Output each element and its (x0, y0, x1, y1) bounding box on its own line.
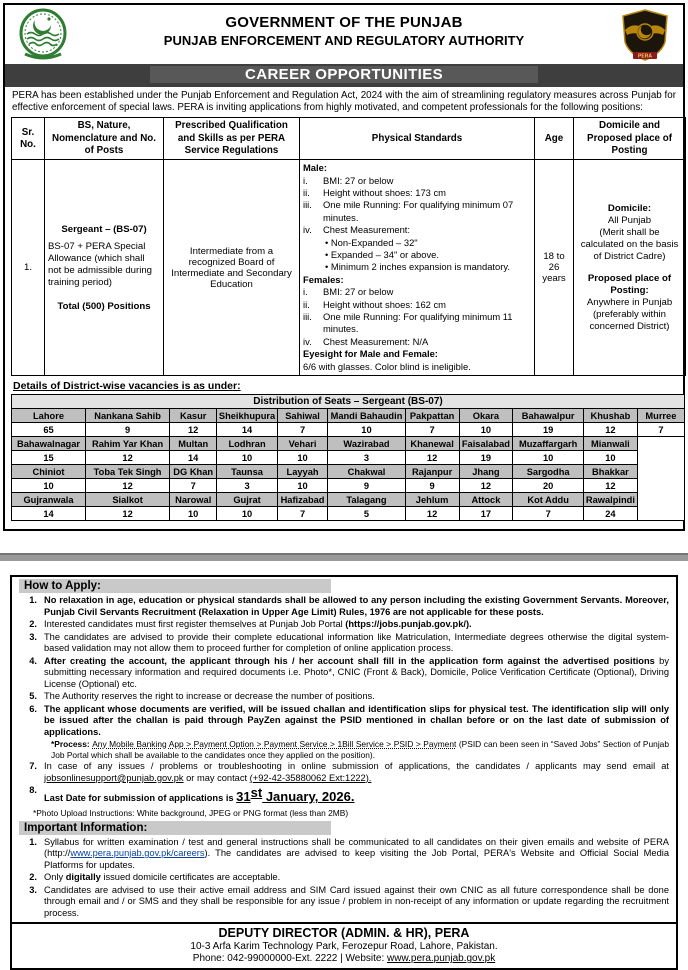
seat-value-cell: 3 (217, 479, 278, 493)
district-name-cell: Jehlum (405, 493, 459, 507)
seat-value-cell: 19 (459, 451, 513, 465)
physical-item: i. BMI: 27 or below (303, 174, 394, 186)
list-item-text (44, 885, 669, 920)
list-item (19, 595, 669, 618)
physical-item: iii. One mile Running: For qualifying minimum 07 minutes. (303, 199, 514, 223)
district-header-row (12, 437, 685, 451)
seat-value-cell: 65 (12, 423, 86, 437)
seat-value-cell: 10 (513, 451, 584, 465)
district-name-cell: Chiniot (12, 465, 86, 479)
positions-table (11, 117, 686, 376)
text-segment: 31 (236, 789, 251, 805)
list-item-number: 1. (29, 595, 37, 606)
text-segment: *Process: (51, 739, 93, 750)
list-item (19, 619, 669, 631)
list-item-number: 5. (29, 691, 37, 702)
age-cell: 18 to 26 years (535, 160, 574, 376)
col-bs-nature: BS, Nature, Nomenclature and No. of Posts (45, 118, 164, 160)
physical-section-label: Females: (303, 273, 344, 285)
sr-no-cell: 1. (12, 160, 45, 376)
text-segment: No relaxation in age, education or physical standards shall be allowed to any person including the existing Government Servants. Moreover, Punjab Civil Servants Recruitment (Relaxation in Upper Age Limit) Rules, 1976 are not applicable for these posts. (44, 595, 669, 617)
physical-item: iv. Chest Measurement: N/A (303, 335, 429, 347)
list-item-number: 3. (29, 631, 37, 642)
seat-value-cell: 7 (513, 507, 584, 521)
district-name-cell: Mianwali (583, 437, 637, 451)
text-segment: ). The candidates are advised to keep visiting the Job Portal, PERA's Website and Official Social Media Platforms for updates. (44, 848, 669, 870)
district-name-cell: Jhang (459, 465, 513, 479)
physical-item: ii. Height without shoes: 173 cm (303, 186, 446, 198)
district-name-cell: Gujrat (217, 493, 278, 507)
text-segment: In case of any issues / problems or troubleshooting in online submission of applications, the candidates / applicants may send email at (44, 761, 669, 772)
seat-value-cell: 10 (277, 479, 327, 493)
chest-bullet: • Expanded – 34" or above. (325, 249, 439, 261)
district-vacancies-heading: Details of District-wise vacancies is as under: (13, 380, 241, 393)
district-name-cell: Multan (170, 437, 217, 451)
district-name-cell: Narowal (170, 493, 217, 507)
posting-text: Anywhere in Punjab (preferably within concerned District) (586, 296, 673, 332)
text-segment: by submitting necessary information and required documents i.e. Photo*, CNIC (Front & Back), Domicile, Police Verification Certificate (Optional), Driving License (Optional) etc. (44, 655, 669, 689)
district-name-cell: Attock (459, 493, 513, 507)
contact-footer (12, 922, 676, 968)
seat-value-cell: 12 (405, 507, 459, 521)
post-total: Total (500) Positions (57, 300, 151, 312)
list-item-number: 1. (29, 836, 37, 847)
text-segment: www.pera.punjab.gov.pk (387, 953, 496, 965)
col-qualification: Prescribed Qualification and Skills as per PERA Service Regulations (164, 118, 300, 160)
seat-value-cell: 3 (328, 451, 405, 465)
col-sr-no: Sr. No. (12, 118, 45, 160)
district-name-cell: Murree (637, 409, 684, 423)
seat-value-cell: 10 (583, 451, 637, 465)
post-title: Sergeant – (BS-07) (61, 223, 147, 235)
post-detail: BS-07 + PERA Special Allowance (which shall not be admissible during training period) (48, 240, 152, 288)
seat-value-cell: 10 (12, 479, 86, 493)
how-to-apply-list (19, 595, 669, 805)
list-item-number: 6. (29, 703, 37, 714)
list-item (19, 704, 669, 739)
district-name-cell: Kasur (170, 409, 217, 423)
seat-value-cell: 9 (86, 423, 170, 437)
advertisement-page-2 (10, 575, 678, 970)
seat-value-row (12, 451, 685, 465)
district-name-cell: Sheikhupura (217, 409, 278, 423)
district-name-cell: Pakpattan (405, 409, 459, 423)
district-name-cell: Wazirabad (328, 437, 405, 451)
authority-title: PUNJAB ENFORCEMENT AND REGULATORY AUTHORITY (163, 33, 525, 48)
seat-value-cell: 9 (328, 479, 405, 493)
list-item-text (44, 691, 669, 703)
district-name-cell: Gujranwala (12, 493, 86, 507)
domicile-text: All Punjab (607, 214, 652, 226)
district-name-cell: Sargodha (513, 465, 584, 479)
district-name-cell: Rajanpur (405, 465, 459, 479)
seat-distribution-table (11, 394, 685, 521)
text-segment: digitally (65, 872, 101, 883)
district-name-cell: Toba Tek Singh (86, 465, 170, 479)
seat-value-cell: 10 (170, 507, 217, 521)
document-header (5, 5, 683, 64)
link[interactable]: jobsonlinesupport@punjab.gov.pk (44, 772, 184, 783)
list-item (19, 761, 669, 784)
list-item (19, 837, 669, 872)
footer-phone-website (12, 953, 676, 964)
district-name-cell: Kot Addu (513, 493, 584, 507)
physical-item: iii. One mile Running: For qualifying minimum 11 minutes. (303, 311, 513, 335)
text-segment: (https://jobs.punjab.gov.pk/). (345, 619, 472, 630)
empty-span-cell (637, 437, 684, 521)
seat-value-cell: 14 (170, 451, 217, 465)
chest-bullet: • Minimum 2 inches expansion is mandatory. (325, 261, 510, 273)
district-name-cell: Bahawalnagar (12, 437, 86, 451)
link[interactable]: www.pera.punjab.gov.pk/careers (70, 848, 205, 859)
intro-paragraph: PERA has been established under the Punjab Enforcement and Regulation Act, 2024 with the aim of streamlining regulatory measures across Punjab for effective enforcement of special laws. PERA is inviting applications from highly motivated, and competent professionals for the following positions: (12, 90, 676, 114)
chest-bullet: • Non-Expanded – 32" (325, 236, 418, 248)
important-information-heading: Important Information: (19, 821, 331, 835)
district-name-cell: Khanewal (405, 437, 459, 451)
list-item-text (44, 704, 669, 739)
seat-value-cell: 20 (513, 479, 584, 493)
seat-value-cell: 7 (277, 423, 327, 437)
district-name-cell: Nankana Sahib (86, 409, 170, 423)
list-item (19, 632, 669, 655)
physical-item: ii. Height without shoes: 162 cm (303, 298, 446, 310)
col-domicile: Domicile and Proposed place of Posting (574, 118, 686, 160)
list-item (19, 785, 669, 805)
list-item (19, 691, 669, 703)
text-segment: Any Mobile Banking App > Payment Option > Payment Service > 1Bill Service > PSID > Payment (92, 739, 457, 750)
text-segment: January, 2026. (262, 789, 355, 805)
seat-value-cell: 5 (328, 507, 405, 521)
col-physical-standards: Physical Standards (300, 118, 535, 160)
list-item-text (44, 619, 669, 631)
seat-value-cell: 17 (459, 507, 513, 521)
seat-value-cell: 19 (513, 423, 584, 437)
important-information-list (19, 837, 669, 920)
position-row-sergeant (12, 160, 686, 376)
district-name-cell: Taunsa (217, 465, 278, 479)
district-name-cell: Lodhran (217, 437, 278, 451)
district-name-cell: Rawalpindi (583, 493, 637, 507)
seat-value-cell: 9 (405, 479, 459, 493)
list-item-number: 2. (29, 619, 37, 630)
seat-value-cell: 12 (405, 451, 459, 465)
district-name-cell: Vehari (277, 437, 327, 451)
district-name-cell: Bahawalpur (513, 409, 584, 423)
seat-value-cell: 10 (328, 423, 405, 437)
list-item-text (44, 761, 669, 784)
list-item-text (44, 837, 669, 872)
text-segment: (PSID can been seen in “Saved Jobs” Section of Punjab Job Portal which shall be available to the candidates once they applied on the position). (51, 739, 669, 760)
distribution-title: Distribution of Seats – Sergeant (BS-07) (12, 395, 685, 409)
text-segment: Interested candidates must first register themselves at Punjab Job Portal (44, 619, 346, 630)
district-name-cell: Talagang (328, 493, 405, 507)
seat-value-cell: 24 (583, 507, 637, 521)
footer-designation: DEPUTY DIRECTOR (ADMIN. & HR), PERA (218, 926, 470, 941)
post-cell (45, 160, 164, 376)
process-note (51, 739, 669, 760)
text-segment: Last Date for submission of applications is (44, 793, 237, 804)
seat-value-row (12, 507, 685, 521)
seat-value-cell: 10 (217, 507, 278, 521)
district-header-row (12, 493, 685, 507)
district-name-cell: Layyah (277, 465, 327, 479)
distribution-title-row (12, 395, 685, 409)
district-header-row (12, 409, 685, 423)
seat-value-cell: 14 (217, 423, 278, 437)
career-opportunities-banner (5, 64, 683, 87)
text-segment: Phone: 042-99000000-Ext. 2222 | Website: (192, 953, 387, 965)
district-name-cell: Faisalabad (459, 437, 513, 451)
text-segment: Candidates are advised to use their active email address and SIM Card issued against their own CNIC as all future correspondence shall be done through email and / or SMS and they shall be responsible for any issue / problem in non-receipt of any information or update regarding the recruitment process. (44, 884, 669, 918)
text-segment: The candidates are advised to provide their complete educational information like Matriculation, Intermediate degrees otherwise the digital system-based validation may not allow them to proceed further for completion of online application process. (44, 631, 669, 654)
list-item-text (44, 632, 669, 655)
district-name-cell: Rahim Yar Khan (86, 437, 170, 451)
district-name-cell: Sialkot (86, 493, 170, 507)
punjab-govt-logo-icon (15, 8, 71, 62)
how-to-apply-heading: How to Apply: (19, 579, 331, 593)
district-header-row (12, 465, 685, 479)
seat-value-cell: 7 (637, 423, 684, 437)
list-item-number: 3. (29, 884, 37, 895)
text-segment: issued domicile certificates are acceptable. (100, 872, 281, 883)
qualification-cell: Intermediate from a recognized Board of Intermediate and Secondary Education (164, 160, 300, 376)
text-segment: The Authority reserves the right to increase or decrease the number of positions. (44, 691, 375, 702)
district-name-cell: Khushab (583, 409, 637, 423)
gov-title: GOVERNMENT OF THE PUNJAB (225, 14, 463, 31)
physical-section-label: Male: (303, 162, 327, 174)
seat-value-cell: 7 (170, 479, 217, 493)
list-item-number: 7. (29, 761, 37, 772)
col-age: Age (535, 118, 574, 160)
seat-value-cell: 12 (86, 451, 170, 465)
district-name-cell: Muzaffargarh (513, 437, 584, 451)
seat-value-cell: 12 (583, 479, 637, 493)
seat-value-cell: 12 (86, 479, 170, 493)
district-name-cell: Bhakkar (583, 465, 637, 479)
seat-value-cell: 10 (217, 451, 278, 465)
district-name-cell: DG Khan (170, 465, 217, 479)
seat-value-cell: 12 (583, 423, 637, 437)
text-segment: or may contact (183, 772, 250, 783)
domicile-cell (574, 160, 686, 376)
district-name-cell: Hafizabad (277, 493, 327, 507)
seat-value-cell: 7 (405, 423, 459, 437)
district-name-cell: Sahiwal (277, 409, 327, 423)
seat-value-cell: 12 (86, 507, 170, 521)
list-item (19, 885, 669, 920)
pera-logo-icon (617, 8, 673, 62)
text-segment: The applicant whose documents are verified, will be issued challan and identification slips for physical test. The identification slip will only be issued after the challan is paid through PayZen against the PSID mentioned in challan before or on the last date of submission of applications. (44, 703, 669, 737)
district-name-cell: Lahore (12, 409, 86, 423)
seat-value-cell: 7 (277, 507, 327, 521)
advertisement-page-1 (3, 3, 685, 531)
seat-value-cell: 12 (459, 479, 513, 493)
text-segment: st (250, 785, 263, 801)
list-item-number: 8. (29, 785, 37, 796)
seat-value-cell: 12 (170, 423, 217, 437)
physical-standards-cell (300, 160, 535, 376)
text-segment: Only (44, 872, 66, 883)
seat-value-row (12, 479, 685, 493)
text-segment: (+92-42-35880062 Ext:1222). (249, 772, 372, 783)
physical-item: iv. Chest Measurement: (303, 224, 411, 236)
list-item-number: 4. (29, 655, 37, 666)
list-item-text (44, 872, 669, 884)
seat-value-cell: 15 (12, 451, 86, 465)
list-item-text (44, 595, 669, 618)
seat-value-row (12, 423, 685, 437)
text-segment: After creating the account, the applicant through his / her account shall fill in the application form against the advertised positions (44, 655, 655, 666)
eyesight-label: Eyesight for Male and Female: (303, 348, 438, 360)
photo-upload-footnote: *Photo Upload Instructions: White background, JPEG or PNG format (less than 2MB) (33, 807, 349, 818)
seat-value-cell: 14 (12, 507, 86, 521)
list-item-number: 2. (29, 872, 37, 883)
district-name-cell: Okara (459, 409, 513, 423)
domicile-note: (Merit shall be calculated on the basis of District Cadre) (580, 226, 679, 262)
physical-item: i. BMI: 27 or below (303, 286, 394, 298)
domicile-label: Domicile: (607, 202, 652, 214)
list-item (19, 656, 669, 691)
seat-value-cell: 10 (459, 423, 513, 437)
banner-title: CAREER OPPORTUNITIES (150, 66, 538, 83)
seat-value-cell: 10 (277, 451, 327, 465)
list-item (19, 872, 669, 884)
svg-text:PERA: PERA (638, 53, 652, 60)
footer-address: 10-3 Arfa Karim Technology Park, Ferozepur Road, Lahore, Pakistan. (190, 941, 498, 953)
list-item-text (44, 656, 669, 691)
eyesight-text: 6/6 with glasses. Color blind is ineligible. (303, 360, 471, 372)
list-item-text (44, 785, 669, 805)
page-separator-bar (0, 553, 688, 561)
district-name-cell: Chakwal (328, 465, 405, 479)
district-name-cell: Mandi Bahaudin (328, 409, 405, 423)
posting-label: Proposed place of Posting: (587, 272, 672, 296)
positions-table-header-row (12, 118, 686, 160)
text-segment: Syllabus for written examination / test and general instructions shall be communicated to all candidates on their given emails and website of PERA (http:// (44, 836, 669, 859)
